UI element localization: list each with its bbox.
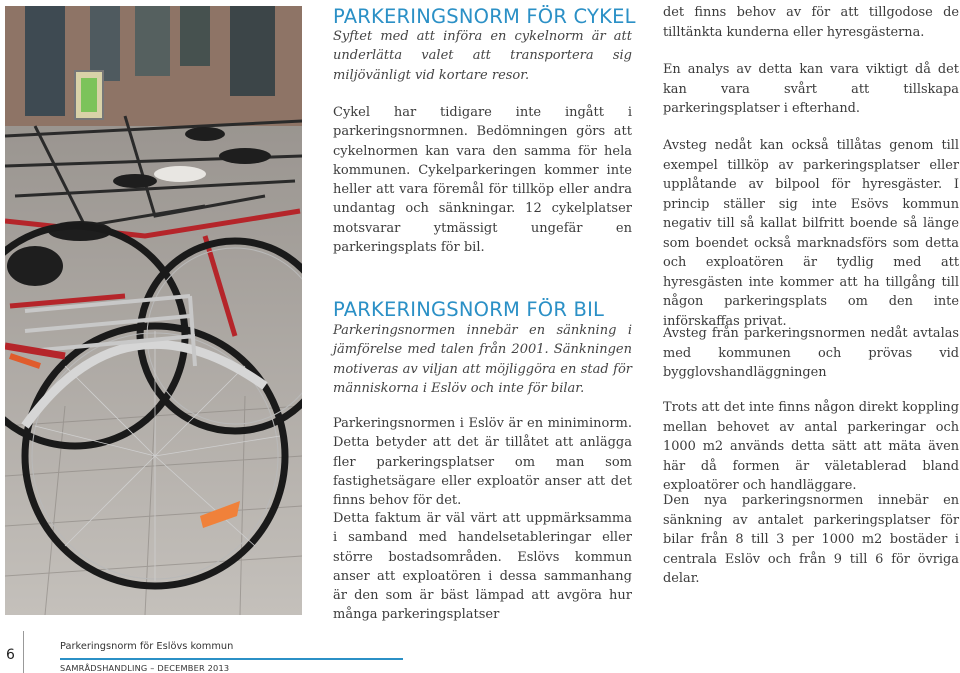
car-lead: Parkeringsnormen innebär en sänkning i jämförelse med talen från 2001. Sänkningen motiveras av viljan att möjliggöra en stad för människorna i Eslöv och inte för bilar. xyxy=(333,323,632,396)
footer-divider xyxy=(23,631,24,673)
heading-car-norm: PARKERINGSNORM FÖR BIL xyxy=(333,298,605,321)
bike-body: Cykel har tidigare inte ingått i parkeringsnormnen. Bedömningen görs att cykelnormen kan vara den samma för hela kommunen. Cykelparkeringen kommer inte heller att vara föremål för tillköp eller andra undantag och sänkningar. 12 cykelplatser motsvarar ytmässigt ungefär en parkeringsplats för bil. xyxy=(333,105,632,256)
heading-bike-norm: PARKERINGSNORM FÖR CYKEL xyxy=(333,5,636,28)
col3-paragraph-2: En analys av detta kan vara viktigt då det kan vara svårt att tillskapa parkeringsplatser i efterhand. xyxy=(663,62,959,116)
car-paragraph-2: Detta faktum är väl värt att uppmärksamma i samband med handelsetableringar eller större bostadsområden. Eslövs kommun anser att exploatören i dessa sammanhang är den som är bäst lämpad att avgöra hur många parkeringsplatser xyxy=(333,511,632,623)
page-number: 6 xyxy=(6,647,15,663)
col3-paragraph-1: det finns behov av för att tillgodose de tilltänkta kunderna eller hyresgästerna. xyxy=(663,5,959,40)
col3-paragraph-3: Avsteg nedåt kan också tillåtas genom till exempel tillköp av parkeringsplatser eller upplåtande av bilpool för hyresgäster. I princip ställer sig inte Esövs kommun negativ till så kallat bilfritt boende så länge som boendet också marknadsförs som detta och exploatören är tydlig med att hyresgästen inte kommer att ha tillgång till någon parkeringsplats om den inte införskaffas privat. xyxy=(663,138,959,329)
footer-document-subtitle: SAMRÅDSHANDLING – DECEMBER 2013 xyxy=(60,663,230,673)
col3-paragraph-4: Avsteg från parkeringsnormen nedåt avtalas med kommunen och prövas vid bygglovshandläggningen xyxy=(663,326,959,380)
col3-paragraph-6: Den nya parkeringsnormen innebär en sänkning av antalet parkeringsplatser för bilar från 8 till 3 per 1000 m2 bostäder i centrala Eslöv och från 9 till 6 för övriga delar. xyxy=(663,493,959,586)
bike-lead: Syftet med att införa en cykelnorm är att underlätta valet att transportera sig miljövänligt vid kortare resor. xyxy=(333,29,632,83)
car-paragraph-1: Parkeringsnormen i Eslöv är en miniminorm. Detta betyder att det är tillåtet att anlägga fler parkeringsplatser om man som fastighetsägare eller exploatör anser att det finns behov för det. xyxy=(333,416,632,509)
footer-underline xyxy=(60,658,403,660)
col3-paragraph-5: Trots att det inte finns någon direkt koppling mellan behovet av antal parkeringar och 1000 m2 används detta sätt att mäta även här då formen är väletablerad bland exploatörer och handläggare. xyxy=(663,400,959,493)
footer-document-title: Parkeringsnorm för Eslövs kommun xyxy=(60,641,234,652)
bicycles-photo xyxy=(5,6,302,615)
